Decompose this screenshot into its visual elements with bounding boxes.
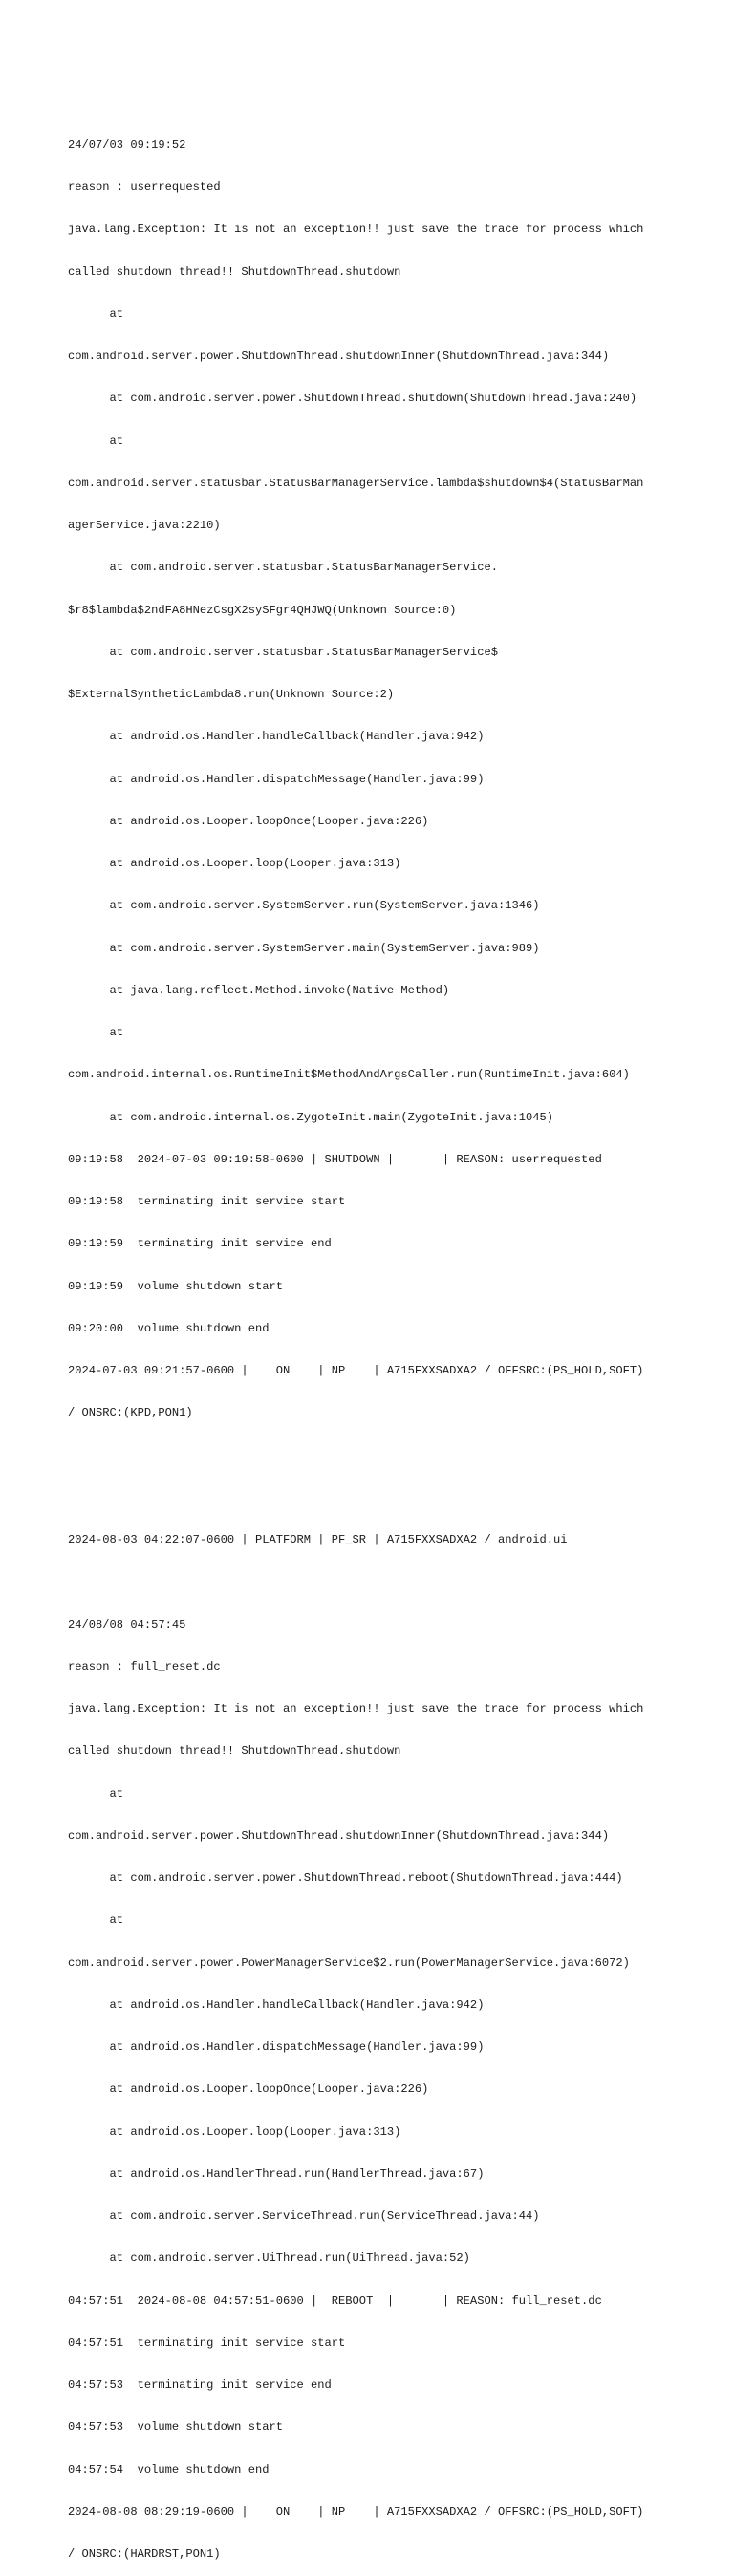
log-line: 09:20:00 volume shutdown end <box>68 1321 270 1335</box>
log-line: / ONSRC:(HARDRST,PON1) <box>68 2547 221 2561</box>
log-line: at com.android.server.statusbar.StatusBarManagerService. <box>68 561 498 575</box>
log-line: java.lang.Exception: It is not an exception!! just save the trace for process which <box>68 223 644 237</box>
log-line: at android.os.Handler.dispatchMessage(Handler.java:99) <box>68 2040 485 2054</box>
log-line: $ExternalSyntheticLambda8.run(Unknown Source:2) <box>68 688 395 701</box>
log-line: com.android.server.power.ShutdownThread.shutdownInner(ShutdownThread.java:344) <box>68 350 610 363</box>
log-line: at android.os.Handler.dispatchMessage(Handler.java:99) <box>68 772 485 786</box>
log-line: / ONSRC:(KPD,PON1) <box>68 1406 193 1420</box>
log-line <box>68 1491 680 1505</box>
log-line: at android.os.Looper.loopOnce(Looper.java:226) <box>68 2082 429 2097</box>
log-line: called shutdown thread!! ShutdownThread.shutdown <box>68 1744 401 1758</box>
log-line: at <box>68 1913 124 1927</box>
log-line: java.lang.Exception: It is not an exception!! just save the trace for process which <box>68 1702 644 1715</box>
log-line: at <box>68 307 124 321</box>
log-line: agerService.java:2210) <box>68 519 221 532</box>
log-line: at <box>68 1786 124 1800</box>
log-line: 24/07/03 09:19:52 <box>68 138 186 152</box>
log-line: 2024-08-03 04:22:07-0600 | PLATFORM | PF_SR | A715FXXSADXA2 / android.ui <box>68 1533 568 1546</box>
log-line: com.android.server.power.ShutdownThread.shutdownInner(ShutdownThread.java:344) <box>68 1828 610 1842</box>
log-line: at com.android.server.SystemServer.run(SystemServer.java:1346) <box>68 899 540 913</box>
log-line: com.android.server.power.PowerManagerService$2.run(PowerManagerService.java:6072) <box>68 1955 630 1969</box>
log-line: at android.os.Handler.handleCallback(Handler.java:942) <box>68 1997 485 2012</box>
log-line: at com.android.internal.os.ZygoteInit.main(ZygoteInit.java:1045) <box>68 1110 554 1124</box>
log-line: at android.os.Handler.handleCallback(Handler.java:942) <box>68 730 485 744</box>
log-line: at <box>68 434 124 448</box>
log-document <box>68 68 680 2576</box>
log-line: at android.os.Looper.loop(Looper.java:313) <box>68 2124 401 2139</box>
log-line: at com.android.server.power.ShutdownThread.shutdown(ShutdownThread.java:240) <box>68 392 637 406</box>
log-line: 04:57:51 2024-08-08 04:57:51-0600 | REBOOT | | REASON: full_reset.dc <box>68 2293 602 2308</box>
log-line: $r8$lambda$2ndFA8HNezCsgX2sySFgr4QHJWQ(Unknown Source:0) <box>68 603 457 617</box>
log-line: at com.android.server.power.ShutdownThread.reboot(ShutdownThread.java:444) <box>68 1871 623 1884</box>
log-line: at android.os.HandlerThread.run(HandlerThread.java:67) <box>68 2166 485 2181</box>
log-line: 24/08/08 04:57:45 <box>68 1617 186 1631</box>
log-line: 09:19:59 terminating init service end <box>68 1237 332 1251</box>
log-line: 04:57:51 terminating init service start <box>68 2335 346 2350</box>
log-line <box>68 96 680 111</box>
log-line: 04:57:54 volume shutdown end <box>68 2462 270 2477</box>
log-line: reason : userrequested <box>68 181 221 194</box>
log-line <box>68 1575 680 1589</box>
log-line: at com.android.server.SystemServer.main(SystemServer.java:989) <box>68 941 540 955</box>
log-line: at com.android.server.statusbar.StatusBarManagerService$ <box>68 645 498 659</box>
log-line: 2024-08-08 08:29:19-0600 | ON | NP | A715FXXSADXA2 / OFFSRC:(PS_HOLD,SOFT) <box>68 2504 644 2519</box>
log-line: 04:57:53 terminating init service end <box>68 2378 332 2392</box>
log-line: at <box>68 1026 124 1039</box>
log-line: at android.os.Looper.loop(Looper.java:313) <box>68 857 401 870</box>
log-line: called shutdown thread!! ShutdownThread.shutdown <box>68 265 401 279</box>
log-line: at com.android.server.UiThread.run(UiThread.java:52) <box>68 2251 470 2266</box>
log-line: 04:57:53 volume shutdown start <box>68 2420 283 2435</box>
log-line: com.android.server.statusbar.StatusBarManagerService.lambda$shutdown$4(StatusBarMan <box>68 476 644 490</box>
log-line: 09:19:58 2024-07-03 09:19:58-0600 | SHUTDOWN | | REASON: userrequested <box>68 1152 602 1166</box>
log-line: 2024-07-03 09:21:57-0600 | ON | NP | A715FXXSADXA2 / OFFSRC:(PS_HOLD,SOFT) <box>68 1364 644 1377</box>
log-line: com.android.internal.os.RuntimeInit$MethodAndArgsCaller.run(RuntimeInit.java:604) <box>68 1068 630 1082</box>
log-line: reason : full_reset.dc <box>68 1659 221 1673</box>
log-line: at java.lang.reflect.Method.invoke(Native Method) <box>68 983 450 997</box>
log-line: at android.os.Looper.loopOnce(Looper.java:226) <box>68 814 429 828</box>
log-line: 09:19:58 terminating init service start <box>68 1195 346 1208</box>
log-line: at com.android.server.ServiceThread.run(ServiceThread.java:44) <box>68 2209 540 2223</box>
log-line: 09:19:59 volume shutdown start <box>68 1279 283 1293</box>
log-line <box>68 1449 680 1463</box>
